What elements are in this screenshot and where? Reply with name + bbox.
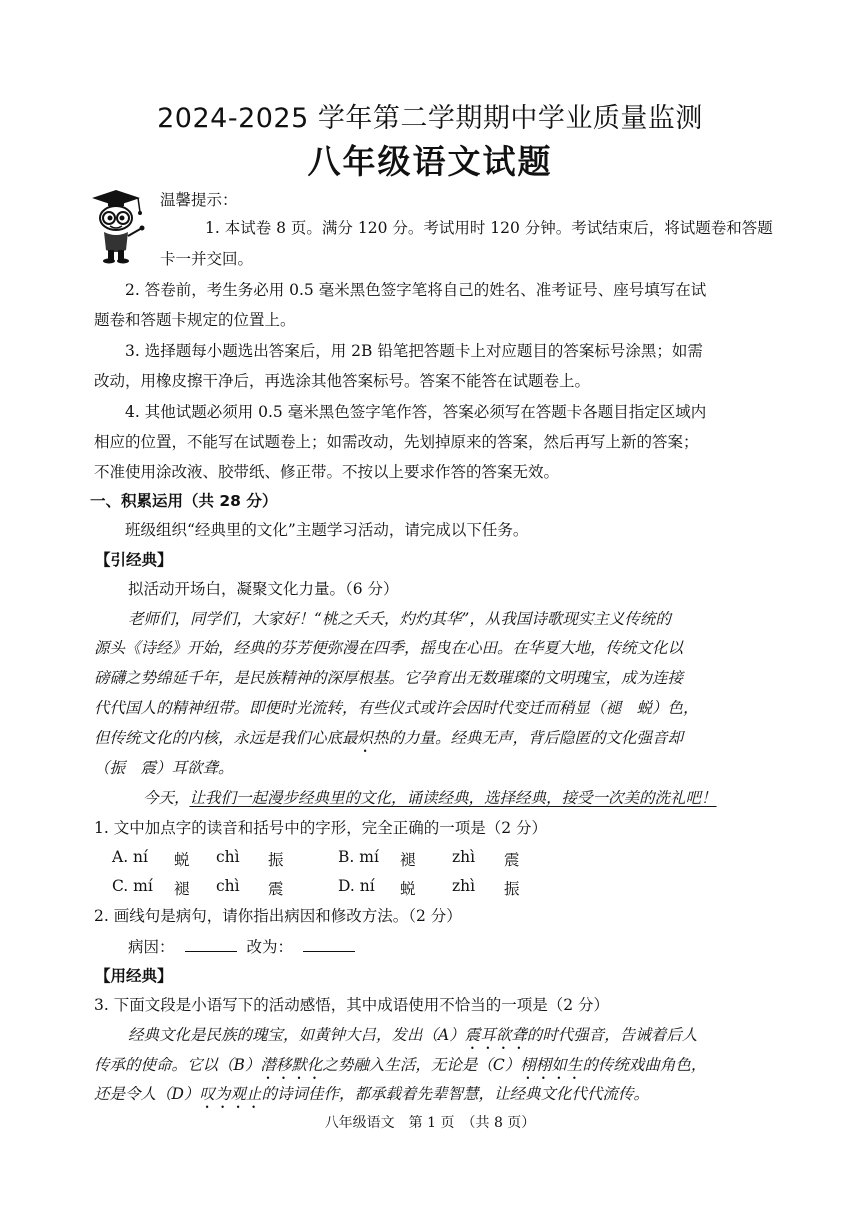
option-d-pinyin: D. ní <box>338 877 375 895</box>
notice-item-1: 1. 本试卷 8 页。满分 120 分。考试用时 120 分钟。考试结束后，将试题卷和答题 <box>205 219 773 237</box>
question-2-answer-row <box>128 937 365 957</box>
notice-item-2: 2. 答卷前，考生务必用 0.5 毫米黑色签字笔将自己的姓名、准考证号、座号填写在试 <box>125 281 707 299</box>
part-task: 拟活动开场白，凝聚文化力量。（6 分） <box>128 580 399 598</box>
dotted-idiom: 潜移默化 <box>260 1056 323 1074</box>
question-2-stem: 2. 画线句是病句，请你指出病因和修改方法。（2 分） <box>94 907 462 925</box>
notice-item-3-cont: 改动，用橡皮擦干净后，再选涂其他答案标号。答案不能答在试题卷上。 <box>94 372 591 390</box>
graduate-mascot-icon <box>86 188 148 264</box>
option-b-pinyin2: zhì <box>452 848 476 866</box>
notice-item-4: 4. 其他试题必须用 0.5 毫米黑色签字笔作答，答案必须写在答题卡各题目指定区域内 <box>125 403 707 421</box>
passage-text: 今天， <box>143 789 190 807</box>
passage-line-3: 磅礴之势绵延千年，是民族精神的深厚根基。它孕育出无数璀璨的文明瑰宝，成为连接 <box>94 669 684 687</box>
passage-line-6: （振 震）耳欲聋。 <box>94 759 234 777</box>
passage-text: 之势融入生活，无论是（C） <box>322 1056 521 1074</box>
passage-text: 热的力量。经典无声，背后隐匿的文化强音却 <box>373 729 684 747</box>
passage-text: 经典文化是民族的瑰宝，如黄钟大吕，发出（A） <box>128 1026 465 1044</box>
question-3-stem: 3. 下面文段是小语写下的活动感悟，其中成语使用不恰当的一项是（2 分） <box>94 996 610 1014</box>
notice-item-3: 3. 选择题每小题选出答案后，用 2B 铅笔把答题卡上对应题目的答案标号涂黑；如需 <box>125 342 703 360</box>
notice-item-4-cont2: 不准使用涂改液、胶带纸、修正带。不按以上要求作答的答案无效。 <box>94 463 560 481</box>
passage-text: 传承的使命。它以（B） <box>94 1056 261 1074</box>
section-heading: 一、积累运用（共 28 分） <box>90 492 278 510</box>
passage-text: 的时代强音，告诫着后人 <box>526 1026 698 1044</box>
exam-title: 2024-2025 学年第二学期期中学业质量监测 <box>157 103 703 134</box>
passage-text: 的传统戏曲角色， <box>582 1056 707 1074</box>
q3-passage-line-2 <box>94 1056 706 1083</box>
passage-line-7 <box>143 789 717 808</box>
notice-item-4-cont: 相应的位置，不能写在试题卷上；如需改动，先划掉原来的答案，然后再写上新的答案； <box>94 433 699 451</box>
passage-line-2: 源头《诗经》开始，经典的芬芳便弥漫在四季，摇曳在心田。在华夏大地，传统文化以 <box>94 639 684 657</box>
dotted-idiom: 叹为观止 <box>199 1085 262 1103</box>
q3-passage-line-1 <box>128 1026 697 1053</box>
notice-item-1-cont: 卡一并交回。 <box>160 250 254 268</box>
passage-text: 还是令人（D） <box>94 1085 200 1103</box>
cause-blank[interactable] <box>185 937 237 952</box>
option-d-char2: 振 <box>504 880 520 898</box>
option-b-char2: 震 <box>504 851 520 869</box>
dotted-idiom: 栩栩如生 <box>520 1056 583 1074</box>
option-a-pinyin: A. ní <box>112 848 148 866</box>
option-c-char2: 震 <box>268 880 284 898</box>
fix-blank[interactable] <box>303 937 355 952</box>
page-footer: 八年级语文 第 1 页 （共 8 页） <box>324 1115 536 1131</box>
option-b-pinyin: B. mí <box>338 848 379 866</box>
option-c-pinyin2: chì <box>216 877 240 895</box>
part-heading-yong: 【用经典】 <box>95 967 173 985</box>
option-a-pinyin2: chì <box>216 848 240 866</box>
option-a-char2: 振 <box>268 851 284 869</box>
passage-text: 的诗词佳作，都承载着先辈智慧，让经典文化代代流传。 <box>261 1085 649 1103</box>
option-a-char: 蜕 <box>174 851 190 869</box>
notice-item-2-cont: 题卷和答题卡规定的位置上。 <box>94 311 296 329</box>
option-d-char: 蜕 <box>400 880 416 898</box>
dotted-char: 炽 <box>357 729 374 747</box>
underlined-sentence: 让我们一起漫步经典里的文化，诵读经典，选择经典，接受一次美的洗礼吧！ <box>189 789 717 807</box>
part-heading-yin: 【引经典】 <box>95 551 173 569</box>
section-intro: 班级组织“经典里的文化”主题学习活动，请完成以下任务。 <box>125 521 529 539</box>
option-b-char: 褪 <box>400 851 416 869</box>
exam-subtitle: 八年级语文试题 <box>307 142 553 181</box>
passage-text: 但传统文化的内核，永远是我们心底最 <box>94 729 358 747</box>
fix-label: 改为： <box>246 938 294 956</box>
passage-line-1: 老师们，同学们，大家好！“桃之夭夭，灼灼其华”，从我国诗歌现实主义传统的 <box>128 610 671 628</box>
passage-line-5 <box>94 729 683 756</box>
question-1-stem: 1. 文中加点字的读音和括号中的字形，完全正确的一项是（2 分） <box>94 819 548 837</box>
notice-label: 温馨提示： <box>160 191 238 209</box>
dotted-idiom: 震耳欲聋 <box>464 1026 527 1044</box>
option-c-pinyin: C. mí <box>112 877 153 895</box>
q3-passage-line-3 <box>94 1085 649 1112</box>
cause-label: 病因： <box>128 938 175 956</box>
passage-line-4: 代代国人的精神纽带。即便时光流转，有些仪式或许会因时代变迁而稍显（褪 蜕）色， <box>94 699 699 717</box>
option-c-char: 褪 <box>174 880 190 898</box>
option-d-pinyin2: zhì <box>452 877 476 895</box>
